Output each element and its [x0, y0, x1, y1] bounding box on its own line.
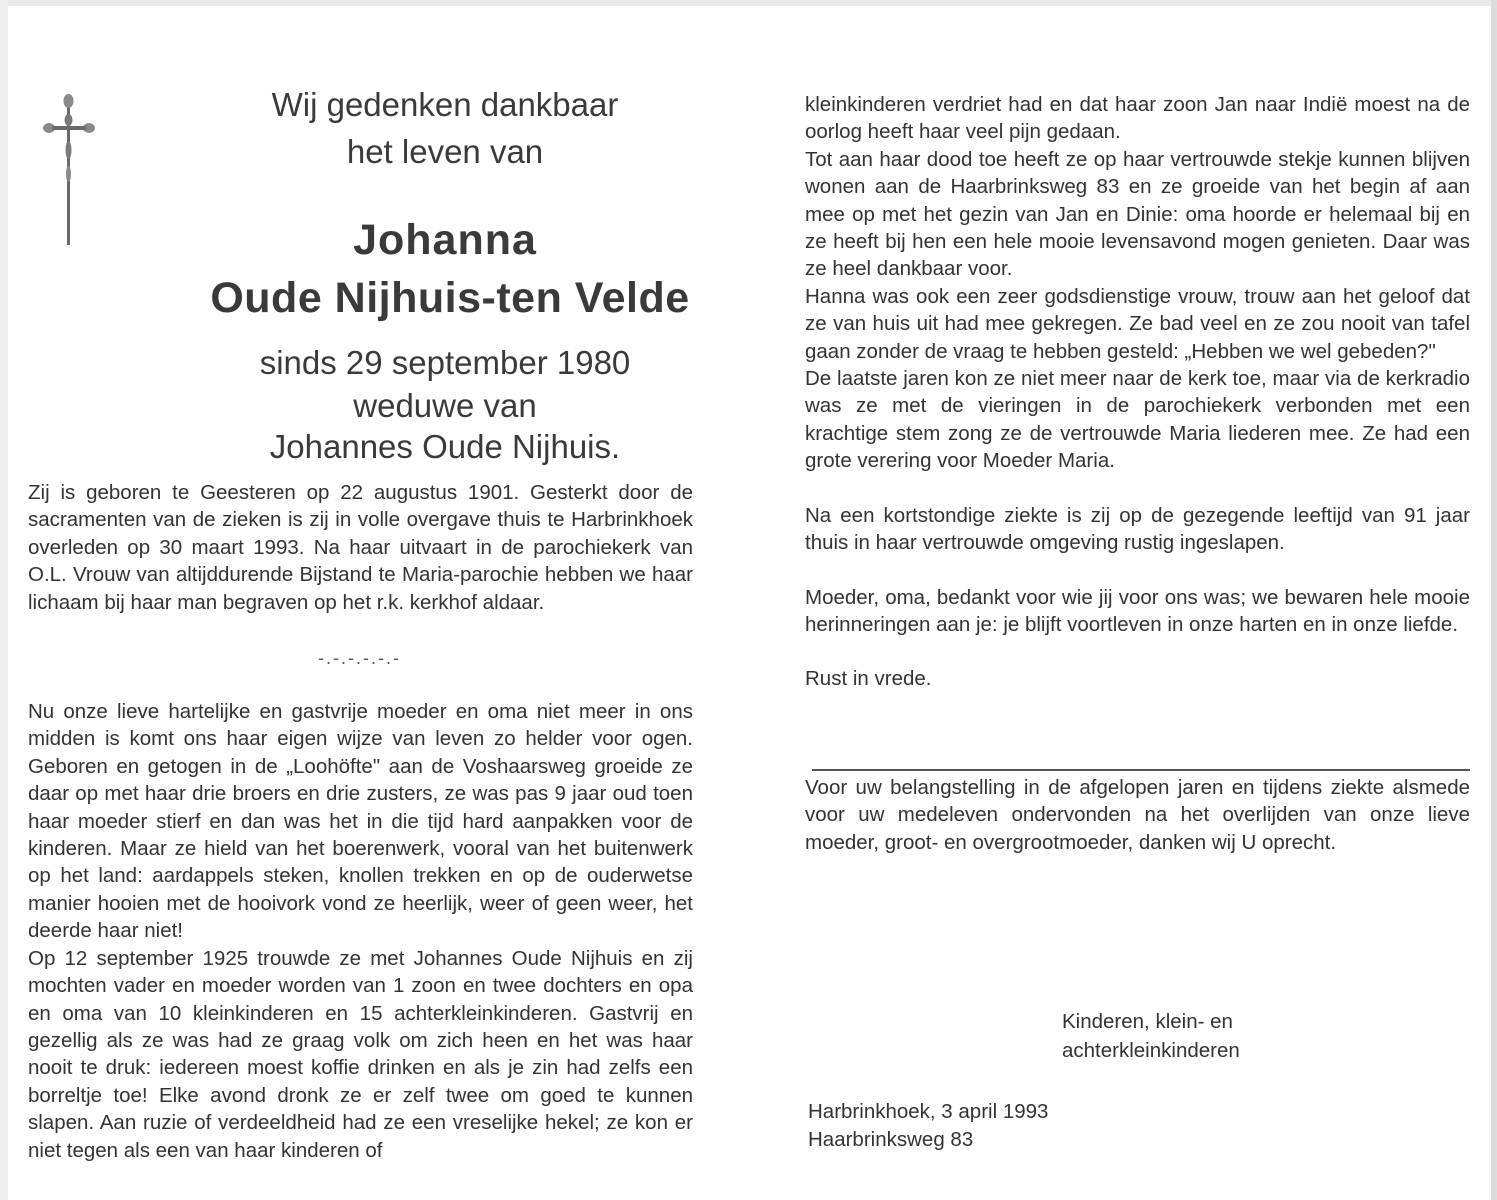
thanks-paragraph: Voor uw belangstelling in de afgelopen jaren en tijdens ziekte alsmede voor uw medeleven ondervonden na het overlijden van onze lieve moeder, groot- en overgrootmoeder, danken wij U oprecht. — [805, 775, 1470, 854]
birth-death-paragraph: Zij is geboren te Geesteren op 22 augustus 1901. Gesterkt door de sacramenten van de zieken is zij in volle overgave thuis te Harbrinkhoek overleden op 30 maart 1993. Na haar uitvaart in de parochiekerk van O.L. Vrouw van altijddurende Bijstand te Maria-parochie hebben we haar lichaam bij haar man begraven op het r.k. kerkhof aldaar. — [28, 481, 693, 614]
husband-name: Johannes Oude Nijhuis. — [269, 428, 621, 465]
place-date: Harbrinkhoek, 3 april 1993 — [808, 1100, 1049, 1123]
deceased-first-name: Johanna — [353, 216, 537, 264]
farewell-paragraph: Moeder, oma, bedankt voor wie jij voor ons was; we bewaren hele mooie herinneringen aan je: je blijft voortleven in onze harten en in onze liefde. — [805, 585, 1470, 636]
intro-line-2: het leven van — [346, 133, 544, 170]
grandchildren-paragraph: kleinkinderen verdriet had en dat haar zoon Jan naar Indië moest na de oorlog heeft haar veel pijn gedaan. — [805, 93, 1470, 144]
cross-icon — [40, 92, 100, 247]
widow-since-date: sinds 29 september 1980 — [259, 344, 631, 381]
signature-line-1: Kinderen, klein- en — [1062, 1010, 1233, 1033]
rest-in-peace: Rust in vrede. — [805, 667, 932, 691]
passing-paragraph: Na een kortstondige ziekte is zij op de gezegende leeftijd van 91 jaar thuis in haar vertrouwde omgeving rustig ingeslapen. — [805, 503, 1470, 555]
address: Haarbrinksweg 83 — [808, 1128, 974, 1151]
card-top-edge — [0, 0, 1497, 6]
faith-paragraph: Hanna was ook een zeer godsdienstige vrouw, trouw aan het geloof dat ze van huis uit had mee gekregen. Ze bad veel en ze zou nooit van tafel gaan zonder de vraag te hebben gesteld: „Hebben we wel gebeden?" — [805, 284, 1470, 363]
left-text-column — [28, 479, 693, 1164]
divider-line — [812, 769, 1470, 771]
home-paragraph: Tot aan haar dood toe heeft ze op haar vertrouwde stekje kunnen blijven wonen aan de Haarbrinksweg 83 en ze groeide van het begin af aan mee op met het gezin van Jan en Dinie: oma hoorde er helemaal bij en ze heeft bij hen een hele mooie levensavond mogen genieten. Daar was ze heel dankbaar voor. — [805, 147, 1470, 281]
card-left-edge — [0, 0, 8, 1200]
signature-line-2: achterkleinkinderen — [1062, 1039, 1240, 1062]
marriage-paragraph: Op 12 september 1925 trouwde ze met Johannes Oude Nijhuis en zij mochten vader en moeder worden van 1 zoon en twee dochters en opa en oma van 10 kleinkinderen en 15 achterkleinkinderen. Gastvrij en gezellig als ze was had ze graag volk om zich heen en het was haar nooit te druk: iedereen moest koffie drinken en als je zin had zelfs een borreltje toe! Elke avond dronk ze er zelf twee om goed te kunnen slapen. Aan ruzie of verdeeldheid had ze een vreselijke hekel; ze kon er niet tegen als een van haar kinderen of — [28, 946, 693, 1162]
place-date-block — [808, 1098, 1048, 1154]
widow-of-label: weduwe van — [353, 387, 537, 424]
right-text-column — [805, 91, 1470, 856]
section-separator: -.-.-.-.-.- — [318, 648, 401, 668]
card-right-edge — [1491, 0, 1497, 1200]
deceased-full-name: Oude Nijhuis-ten Velde — [210, 274, 690, 322]
signature-block — [1062, 1007, 1240, 1065]
life-paragraph: Nu onze lieve hartelijke en gastvrije moeder en oma niet meer in ons midden is komt ons haar eigen wijze van leven zo helder voor ogen. Geboren en getogen in de „Loohöfte" aan de Voshaarsweg groeide ze daar op met haar drie broers en drie zusters, ze was pas 9 jaar oud toen haar moeder stierf en dan was het in die tijd hard aanpakken voor de kinderen. Maar ze hield van het boerenwerk, vooral van het buitenwerk op het land: aardappels steken, knollen trekken en op de ouderwetse manier hooien met de hooivork vond ze heerlijk, weer of geen weer, het deerde haar niet! — [28, 700, 693, 943]
church-radio-paragraph: De laatste jaren kon ze niet meer naar de kerk toe, maar via de kerkradio was ze met de vieringen in de parochiekerk verbonden met een krachtige stem zong ze de vertrouwde Maria liederen mee. Ze had een grote verering voor Moeder Maria. — [805, 367, 1470, 473]
intro-line-1: Wij gedenken dankbaar — [271, 86, 619, 123]
